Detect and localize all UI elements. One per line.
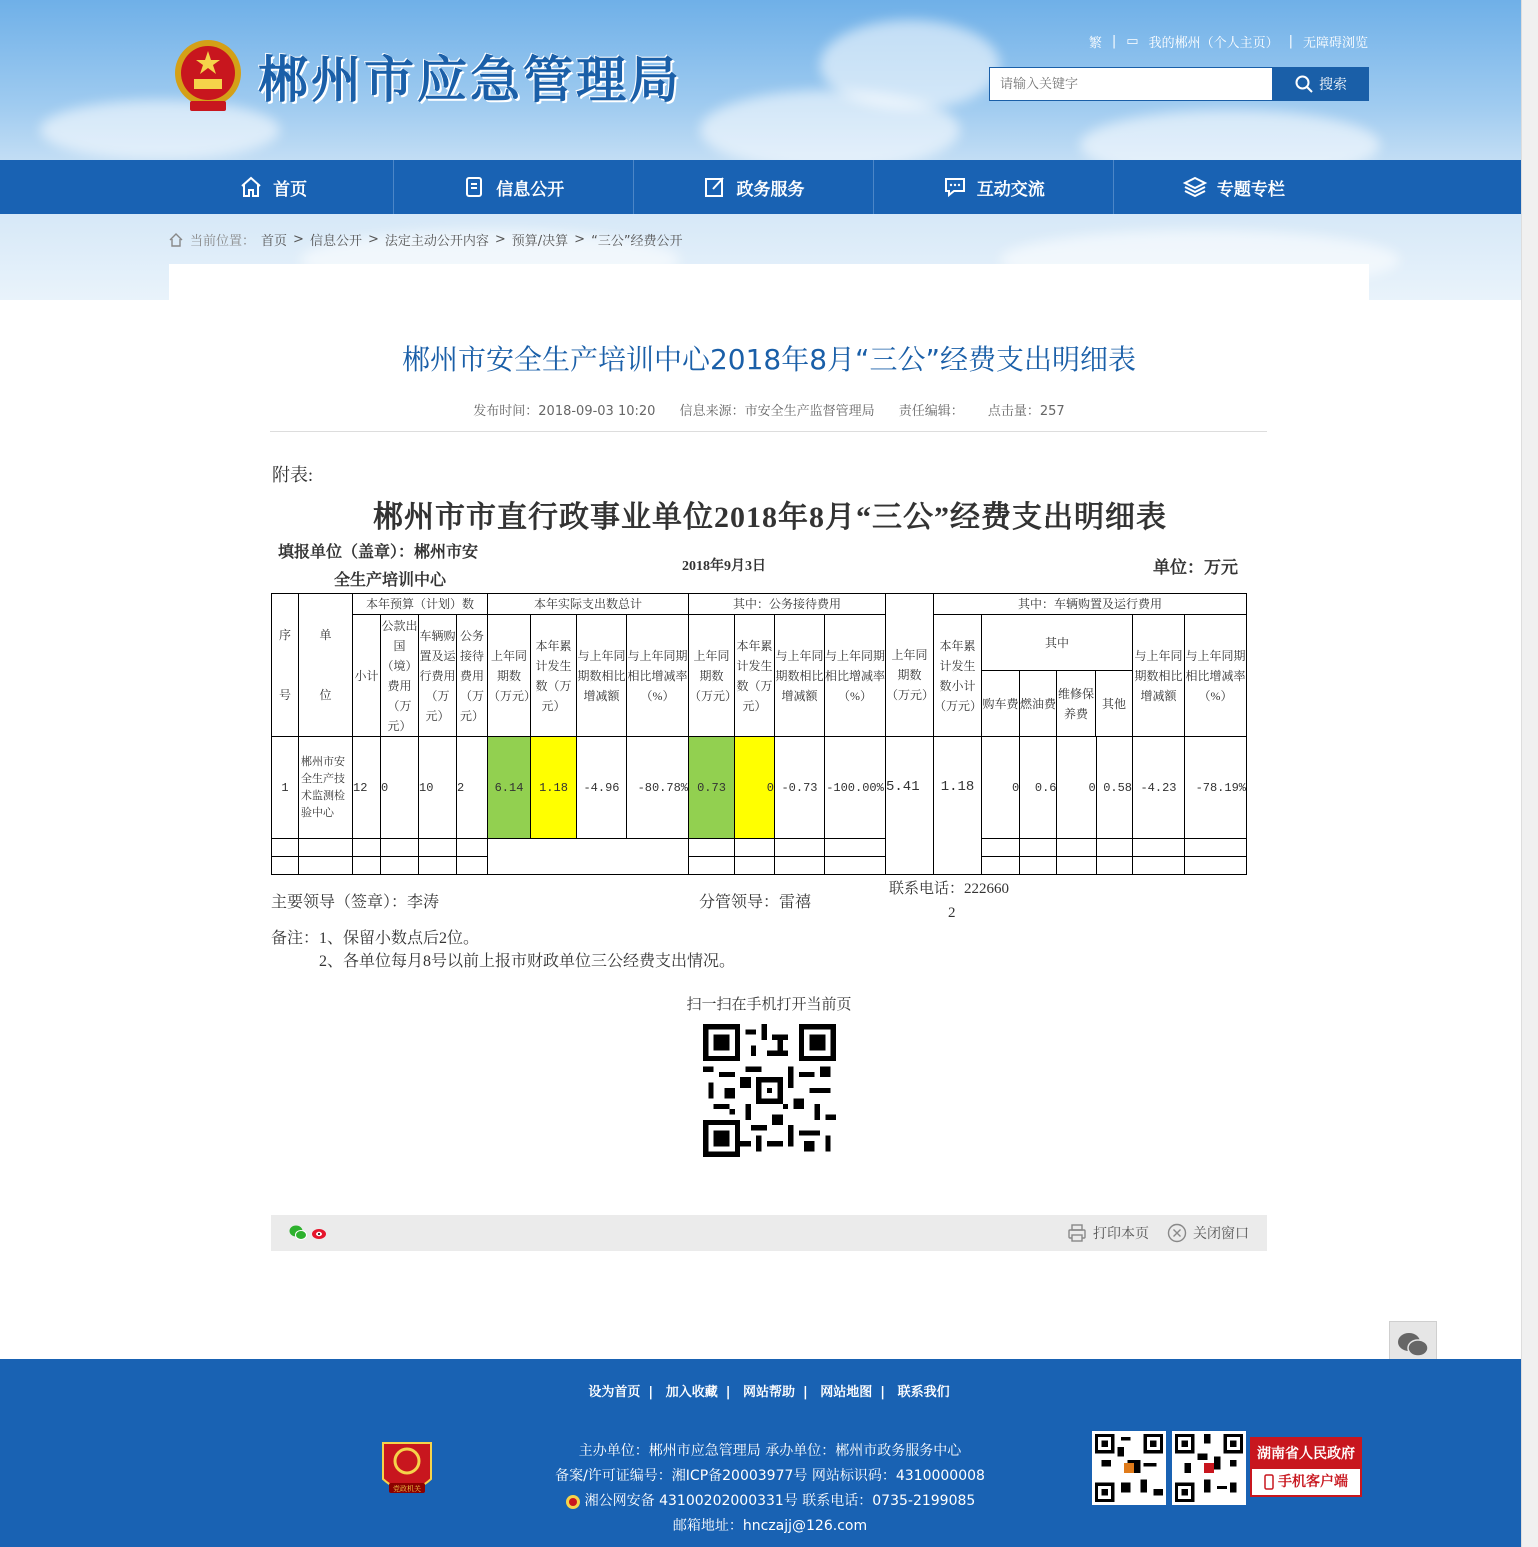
th-subtotal: 小计 [353, 615, 381, 737]
traditional-chinese-link[interactable]: 繁 [1088, 36, 1102, 51]
hunan-gov-label: 湖南省人民政府 [1252, 1439, 1360, 1469]
th-budget: 本年预算（计划）数 [353, 594, 488, 615]
breadcrumb-legal[interactable]: 法定主动公开内容 [384, 234, 489, 249]
th-cum: 本年累计发生数（万元） [531, 615, 577, 737]
cell-rate: -80.78% [627, 737, 689, 839]
footer-link-help[interactable]: 网站帮助 [742, 1385, 795, 1400]
contact-phone [889, 877, 1029, 925]
th-vehicle: 其中：车辆购置及运行费用 [934, 594, 1247, 615]
footer [0, 1359, 1538, 1547]
th-diff: 与上年同期数相比增减额 [577, 615, 627, 737]
table-row [272, 737, 1247, 839]
document-icon [462, 175, 486, 199]
wechat-icon[interactable] [289, 1225, 307, 1241]
footer-links: 设为首页 | 加入收藏 | 网站帮助 | 网站地图 | 联系我们 [588, 1385, 950, 1400]
layers-icon [1183, 175, 1207, 199]
th-among: 其中 [982, 615, 1132, 671]
footer-sponsor: 主办单位：郴州市应急管理局 承办单位：郴州市政务服务中心 [578, 1443, 962, 1459]
cell-subtotal: 12 [353, 737, 381, 839]
home-icon [168, 232, 184, 248]
my-chenzhou-link[interactable]: 我的郴州（个人主页） [1148, 36, 1279, 51]
th-abroad: 公款出国（境）费用（万元） [381, 615, 419, 737]
weibo-icon[interactable] [311, 1225, 329, 1241]
breadcrumb-prefix: 当前位置： [190, 234, 256, 249]
footer-police: 湘公网安备 43100202000331号 联系电话：0735-2199085 [584, 1493, 976, 1509]
hunan-client-label: 手机客户端 [1278, 1474, 1348, 1490]
divider [270, 431, 1267, 432]
th-unit: 单 位 [299, 594, 353, 737]
footer-info [470, 1439, 1070, 1539]
breadcrumb-info[interactable]: 信息公开 [309, 234, 362, 249]
th-rate3: 与上年同期相比增减率（%） [1185, 615, 1247, 737]
cell-last3: 5.41 [886, 737, 934, 875]
table-row [272, 839, 1247, 857]
click-count: 点击量：257 [987, 404, 1065, 419]
th-last: 上年同期数（万元） [488, 615, 531, 737]
footer-qr-code-icon [1172, 1431, 1246, 1505]
search-icon [1295, 75, 1313, 93]
footer-email: 邮箱地址：hnczajj@126.com [672, 1518, 868, 1534]
cell-seq: 1 [272, 737, 299, 839]
home-icon [239, 175, 263, 199]
cell-diff: -4.96 [577, 737, 627, 839]
th-rate: 与上年同期相比增减率（%） [627, 615, 689, 737]
monitor-icon: ▭ [1126, 34, 1139, 49]
close-icon [1167, 1223, 1187, 1243]
scan-text: 扫一扫在手机打开当前页 [686, 995, 852, 1013]
print-button[interactable] [1067, 1223, 1149, 1243]
cell-abroad: 0 [381, 737, 419, 839]
nav-interaction-label: 互动交流 [976, 179, 1045, 200]
nav-info-label: 信息公开 [496, 179, 565, 200]
footer-link-sitemap[interactable]: 网站地图 [820, 1385, 873, 1400]
cell-buy: 0 [982, 737, 1020, 839]
cell-cum: 1.18 [531, 737, 577, 839]
qr-code-icon [703, 1024, 836, 1157]
th-other: 其他 [1101, 696, 1126, 711]
main-leader: 主要领导（签章）：李涛 [271, 894, 440, 911]
expense-table [271, 593, 1247, 875]
nav-topics-label: 专题专栏 [1216, 179, 1285, 200]
nav-interaction[interactable] [874, 160, 1114, 214]
search-bar [989, 67, 1369, 101]
publish-time: 发布时间：2018-09-03 10:20 [473, 404, 656, 419]
footer-qr-code-icon [1092, 1431, 1166, 1505]
fill-unit-line2: 全生产培训中心 [334, 572, 447, 589]
editor: 责任编辑： [898, 404, 964, 419]
th-diff2: 与上年同期数相比增减额 [775, 615, 825, 737]
nav-topics[interactable] [1114, 160, 1353, 214]
contact-phone-line2: 2 [948, 905, 956, 921]
th-last2: 上年同期数（万元） [689, 615, 735, 737]
nav-home-label: 首页 [273, 179, 308, 200]
breadcrumb-budget[interactable]: 预算/决算 [511, 234, 569, 249]
nav-gov-service[interactable] [634, 160, 874, 214]
cell-last2: 0.73 [689, 737, 735, 839]
edit-icon [703, 175, 727, 199]
fill-unit-line1: 填报单位（盖章）：郴州市安 [278, 544, 479, 561]
scrollbar[interactable] [1521, 0, 1538, 1547]
share-bar [271, 1215, 1267, 1251]
vice-leader: 分管领导：雷禧 [699, 894, 812, 911]
th-car: 车辆购置及运行费用（万元） [419, 615, 457, 737]
close-window-button[interactable] [1167, 1223, 1249, 1243]
attach-label: 附表: [272, 465, 314, 485]
nav-service-label: 政务服务 [736, 179, 805, 200]
printer-icon [1067, 1223, 1087, 1243]
cell-other: 0.58 [1096, 737, 1132, 839]
table-row [272, 857, 1247, 875]
article-meta [169, 400, 1369, 419]
police-badge-icon [565, 1494, 581, 1510]
cell-car: 10 [419, 737, 457, 839]
cell-diff3: -4.23 [1133, 737, 1185, 839]
cell-rate2: -100.00% [825, 737, 886, 839]
note-2: 2、各单位每月8号以前上报市财政单位三公经费支出情况。 [319, 953, 736, 970]
th-actual: 本年实际支出数总计 [488, 594, 689, 615]
doc-title: 郴州市市直行政事业单位2018年8月“三公”经费支出明细表 [373, 501, 1167, 534]
contact-phone-line1: 联系电话：222660 [889, 881, 1010, 897]
info-source: 信息来源：市安全生产监督管理局 [679, 404, 875, 419]
th-cum2: 本年累计发生数（万元） [735, 615, 775, 737]
chat-icon [943, 175, 967, 199]
site-title: 郴州市应急管理局 [258, 51, 682, 109]
print-label: 打印本页 [1093, 1226, 1149, 1242]
cell-last: 6.14 [488, 737, 531, 839]
cell-cum3: 1.18 [934, 737, 982, 875]
top-links: 繁 | ▭ 我的郴州（个人主页） | 无障碍浏览 [1088, 34, 1368, 51]
close-label: 关闭窗口 [1193, 1226, 1249, 1242]
footer-icp: 备案/许可证编号：湘ICP备20003977号 网站标识码：4310000008 [555, 1468, 985, 1484]
cell-fuel: 0.6 [1020, 737, 1057, 839]
footer-link-favorite[interactable]: 加入收藏 [665, 1385, 718, 1400]
fill-date: 2018年9月3日 [682, 559, 766, 574]
accessibility-link[interactable]: 无障碍浏览 [1302, 36, 1368, 51]
th-cum3: 本年累计发生数小计（万元） [934, 615, 982, 737]
th-buy: 购车费 [982, 671, 1020, 736]
national-emblem-icon [172, 37, 244, 115]
cell-diff2: -0.73 [775, 737, 825, 839]
main-nav [0, 160, 1538, 214]
search-button-label: 搜索 [1319, 77, 1347, 93]
th-repair: 维修保养费 [1057, 671, 1096, 736]
hunan-gov-app-badge[interactable] [1250, 1437, 1362, 1497]
cell-rate3: -78.19% [1185, 737, 1247, 839]
nav-home[interactable] [154, 160, 394, 214]
search-button[interactable] [1273, 67, 1369, 101]
th-reception: 其中：公务接待费用 [689, 594, 886, 615]
wechat-icon [1397, 1331, 1429, 1359]
search-input[interactable] [989, 67, 1273, 101]
breadcrumb-sangong[interactable]: “三公”经费公开 [591, 234, 683, 249]
footer-link-homepage[interactable]: 设为首页 [588, 1385, 641, 1400]
th-recp: 公务接待费用（万元） [457, 615, 488, 737]
th-fuel: 燃油费 [1020, 671, 1057, 736]
phone-icon [1264, 1474, 1274, 1490]
th-last3: 上年同期数（万元） [886, 615, 934, 737]
footer-link-contact[interactable]: 联系我们 [897, 1385, 950, 1400]
party-gov-badge-icon[interactable] [381, 1439, 433, 1501]
th-seq: 序 号 [272, 594, 299, 737]
party-label: 党政机关 [393, 1485, 421, 1493]
article-title: 郴州市安全生产培训中心2018年8月“三公”经费支出明细表 [401, 343, 1137, 376]
cell-cum2: 0 [735, 737, 775, 839]
cell-recp: 2 [457, 737, 488, 839]
th-rate2: 与上年同期相比增减率（%） [825, 615, 886, 737]
breadcrumb-home[interactable]: 首页 [261, 234, 288, 249]
breadcrumb: 当前位置： 首页 > 信息公开 > 法定主动公开内容 > 预算/决算 > “三公”经费公开 [168, 230, 683, 249]
cell-unit: 郴州市安全生产技术监测检验中心 [299, 737, 353, 839]
cell-repair: 0 [1057, 737, 1096, 839]
fill-unit [278, 539, 478, 595]
note-1: 备注：1、保留小数点后2位。 [271, 930, 480, 947]
nav-info-public[interactable] [394, 160, 634, 214]
th-diff3: 与上年同期数相比增减额 [1133, 615, 1185, 737]
fill-unit-label: 单位：万元 [1153, 558, 1238, 577]
